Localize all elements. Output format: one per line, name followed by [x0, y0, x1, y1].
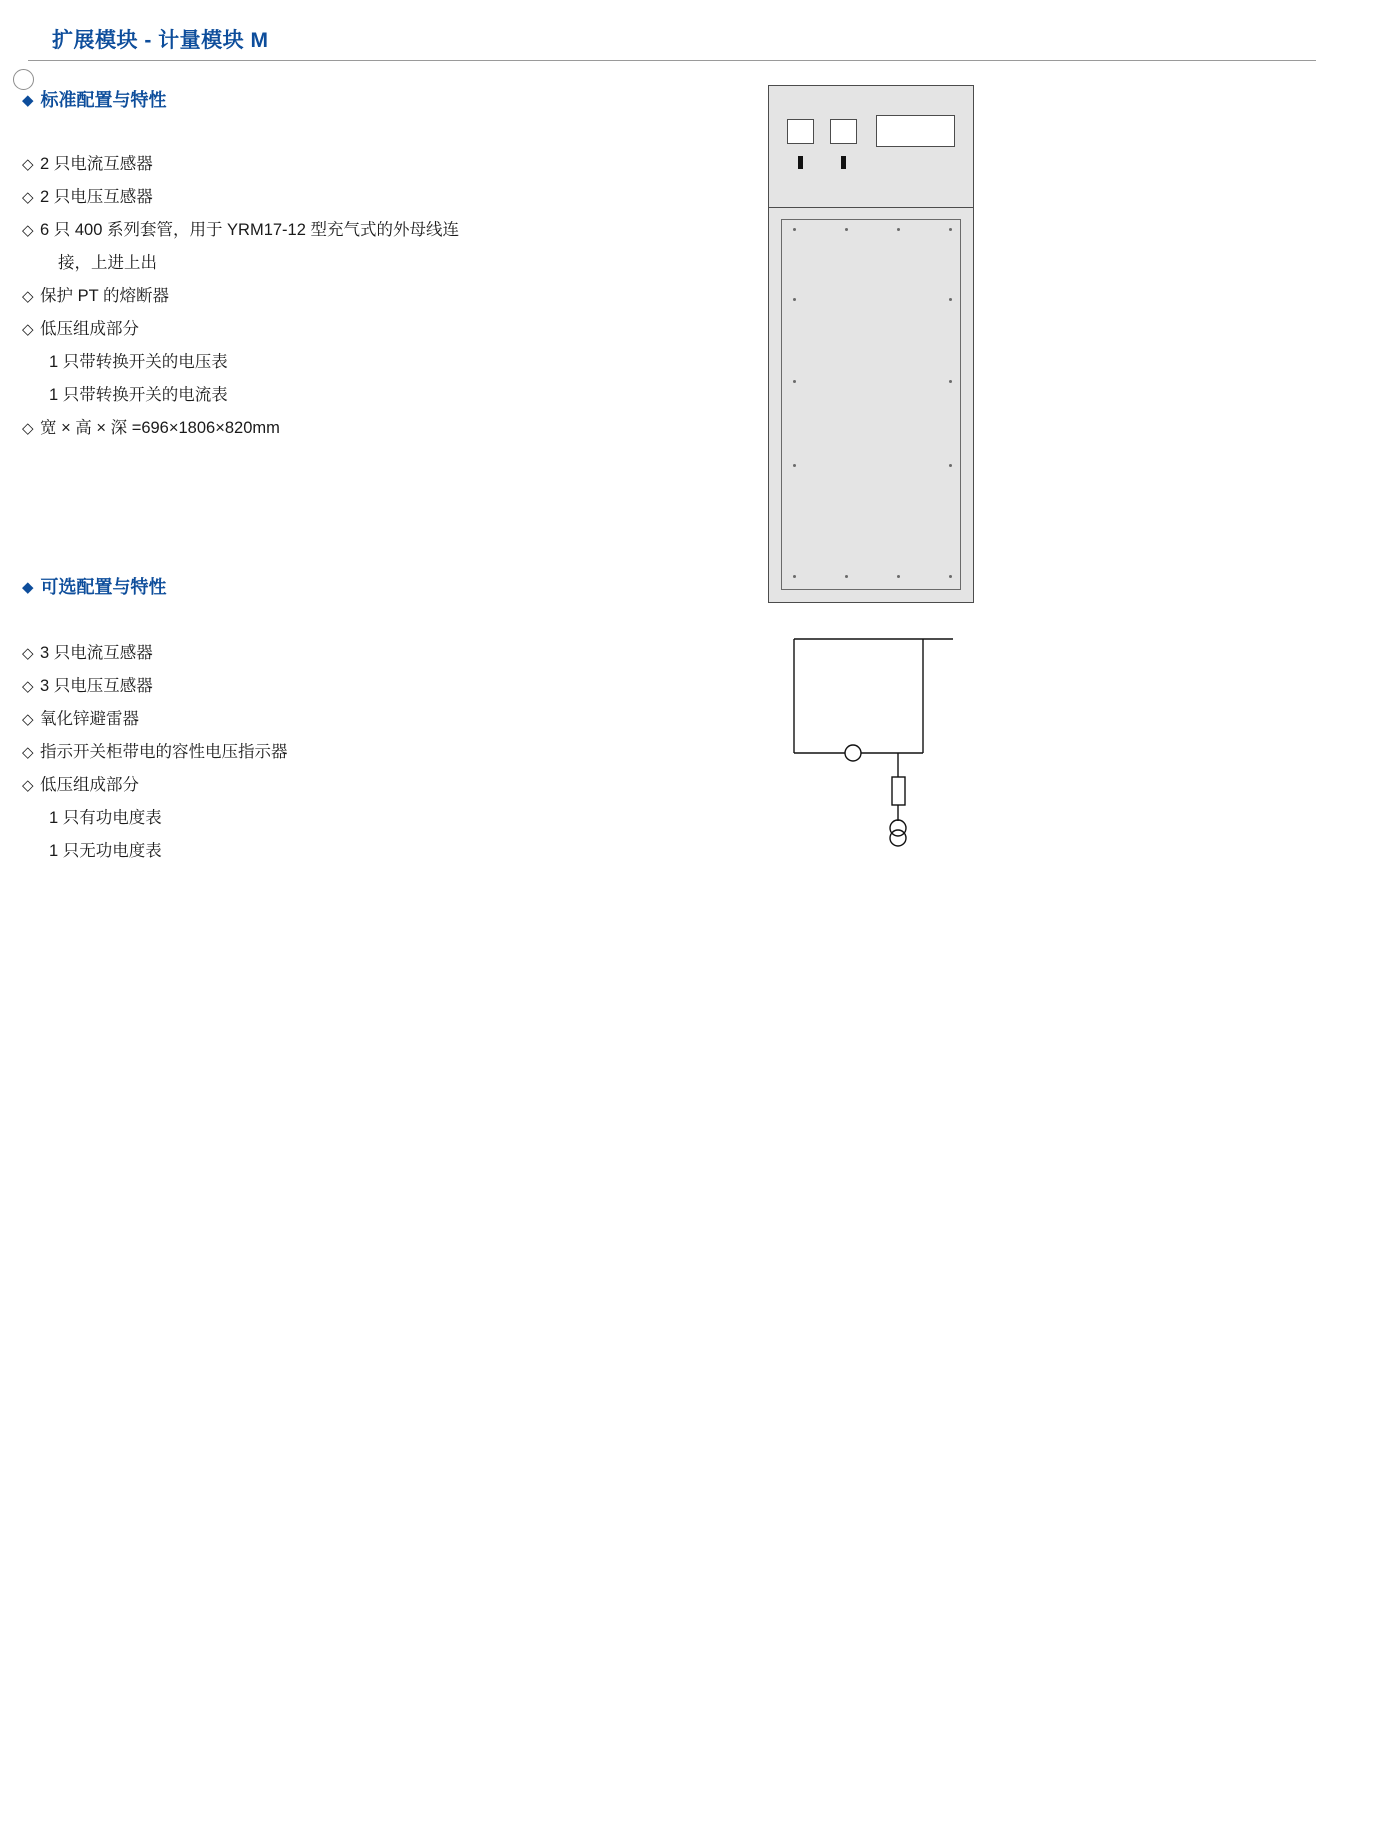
panel-bolt [845, 575, 848, 578]
list-item [22, 670, 682, 703]
panel-bolt [793, 575, 796, 578]
panel-bolt [897, 228, 900, 231]
list-item-text: 低压组成部分 [40, 320, 139, 338]
panel-bolt [897, 575, 900, 578]
section-heading-optional [22, 573, 167, 599]
list-subitem-text: 1 只有功电度表 [49, 809, 162, 827]
list-item [22, 769, 682, 802]
list-subitem [22, 346, 682, 379]
list-item-text: 3 只电压互感器 [40, 677, 153, 695]
filled-diamond-icon: ◆ [22, 92, 34, 109]
list-item-continuation [22, 247, 682, 280]
list-item-text: 氧化锌避雷器 [40, 710, 139, 728]
panel-bolt [949, 464, 952, 467]
list-item [22, 637, 682, 670]
meter-display-rectangle [876, 115, 955, 147]
list-item [22, 280, 682, 313]
cabinet-upper-panel [769, 86, 973, 208]
panel-bolt [949, 575, 952, 578]
list-item-text: 低压组成部分 [40, 776, 139, 794]
list-item-text: 宽 × 高 × 深 =696×1806×820mm [40, 419, 280, 437]
section-heading-standard [22, 86, 167, 112]
meter-square-left [787, 119, 814, 144]
panel-bolt [793, 228, 796, 231]
list-item [22, 736, 682, 769]
hollow-diamond-icon: ◇ [22, 420, 34, 437]
list-item-text: 2 只电压互感器 [40, 188, 153, 206]
hollow-diamond-icon: ◇ [22, 156, 34, 173]
hollow-diamond-icon: ◇ [22, 321, 34, 338]
section-heading-standard-label: 标准配置与特性 [40, 90, 167, 110]
list-subitem-text: 1 只带转换开关的电流表 [49, 386, 228, 404]
panel-bolt [949, 228, 952, 231]
fuse-symbol [892, 777, 905, 805]
filled-diamond-icon: ◆ [22, 579, 34, 596]
meter-square-right [830, 119, 857, 144]
list-subitem [22, 379, 682, 412]
list-subitem [22, 835, 682, 868]
current-transformer-symbol-upper [890, 820, 906, 836]
list-item [22, 703, 682, 736]
cabinet-door-panel [781, 219, 961, 590]
selector-switch-left [798, 156, 803, 169]
section-heading-optional-label: 可选配置与特性 [40, 577, 167, 597]
panel-bolt [793, 380, 796, 383]
cabinet-outline-figure [768, 85, 974, 603]
panel-bolt [949, 298, 952, 301]
list-item-text: 3 只电流互感器 [40, 644, 153, 662]
hollow-diamond-icon: ◇ [22, 678, 34, 695]
voltage-transformer-symbol [845, 745, 861, 761]
list-item [22, 181, 682, 214]
list-item-text: 2 只电流互感器 [40, 155, 153, 173]
page-title: 扩展模块 - 计量模块 M [52, 29, 269, 52]
list-item [22, 148, 682, 181]
selector-switch-right [841, 156, 846, 169]
optional-feature-list [22, 637, 682, 868]
hollow-diamond-icon: ◇ [22, 189, 34, 206]
hollow-diamond-icon: ◇ [22, 288, 34, 305]
list-item-text: 接，上进上出 [58, 254, 157, 272]
schematic-svg [768, 625, 978, 870]
standard-feature-list [22, 148, 682, 445]
list-item-text: 6 只 400 系列套管，用于 YRM17-12 型充气式的外母线连 [40, 221, 459, 239]
list-item [22, 313, 682, 346]
panel-bolt [793, 464, 796, 467]
panel-bolt [793, 298, 796, 301]
hollow-diamond-icon: ◇ [22, 711, 34, 728]
hollow-diamond-icon: ◇ [22, 222, 34, 239]
list-item [22, 214, 682, 247]
panel-bolt [845, 228, 848, 231]
page-header [0, 24, 1373, 68]
panel-bolt [949, 380, 952, 383]
list-item-text: 指示开关柜带电的容性电压指示器 [40, 743, 288, 761]
hollow-diamond-icon: ◇ [22, 744, 34, 761]
list-item [22, 412, 682, 445]
hollow-diamond-icon: ◇ [22, 645, 34, 662]
list-subitem [22, 802, 682, 835]
list-item-text: 保护 PT 的熔断器 [40, 287, 169, 305]
list-subitem-text: 1 只带转换开关的电压表 [49, 353, 228, 371]
header-divider [28, 60, 1316, 61]
current-transformer-symbol-lower [890, 830, 906, 846]
list-subitem-text: 1 只无功电度表 [49, 842, 162, 860]
single-line-schematic-figure [768, 625, 978, 870]
hollow-diamond-icon: ◇ [22, 777, 34, 794]
